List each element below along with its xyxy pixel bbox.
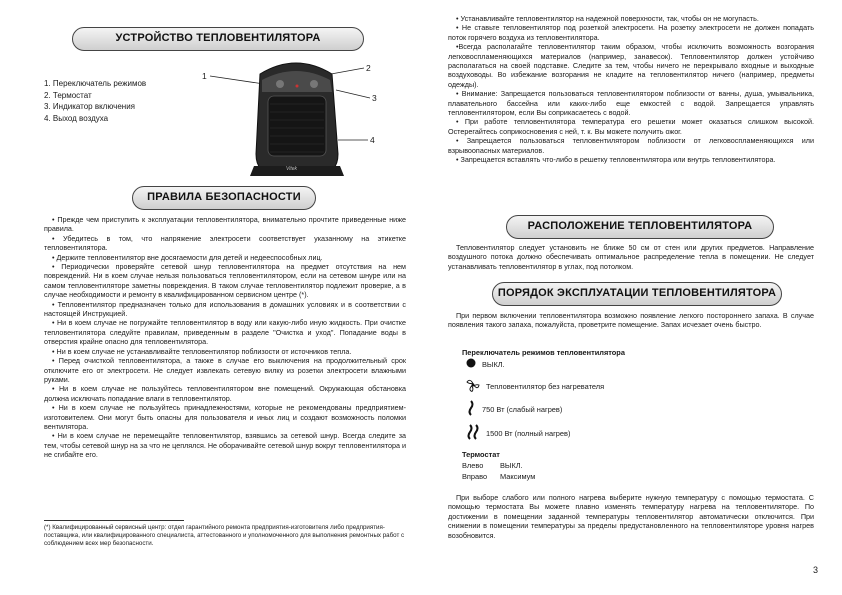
- final-paragraph: При выборе слабого или полного нагрева выберите нужную температуру с помощью термостата. С помощью термостата Вы можете плавно изменять температуру нагрева на тепловентиляторе. По достижении в помещении заданной температуры тепловентилятор автоматически отключится. При снижении в помещении температуры за пределы предустановленного на тепловентиляторе уровня нагрев возобновится.: [448, 493, 814, 540]
- parts-item: 2. Термостат: [44, 90, 92, 100]
- right-paragraph: • Не ставьте тепловентилятор под розеткой электросети. На розетку электросети не должен попадать поток горячего воздуха из тепловентилятора.: [448, 23, 814, 42]
- safety-paragraph: • Периодически проверяйте сетевой шнур тепловентилятора на предмет отсутствия на нем повреждений. Ни в коем случае нельзя пользоваться тепловентилятором, если на сетевом шнуре или на самом тепловентиляторе заметны повреждения. В таком случае тепловентилятор подлежит проверке, а в случае необходимости и ремонту в квалифицированном сервисном центре (*).: [44, 262, 406, 300]
- safety-paragraph: • Ни в коем случае не пользуйтесь тепловентилятором вне помещений. Окружающая обстановка должна исключать попадание влаги в тепловентилятор.: [44, 384, 406, 403]
- right-paragraph: • Устанавливайте тепловентилятор на надежной поверхности, так, чтобы он не могупасть.: [456, 14, 759, 23]
- right-paragraph: • Запрещается вставлять что-либо в решетку тепловентилятора или внутрь тепловентилятора.: [456, 155, 776, 165]
- off-dot-icon: [466, 358, 476, 370]
- safety-text: [44, 215, 406, 460]
- parts-item: 1. Переключатель режимов: [44, 79, 147, 88]
- callout-1: 1: [202, 71, 207, 81]
- footnote-rule: [44, 520, 184, 521]
- single-heat-icon: [466, 400, 476, 418]
- operation-paragraph: При первом включении тепловентилятора возможно появление легкого постороннего запаха. В случае появления такого запаха, пожалуйста, проветрите помещение. Запах исчезает очень быстро.: [448, 311, 814, 330]
- safety-paragraph: • Держите тепловентилятор вне досягаемости для детей и недееспособных лиц.: [52, 252, 323, 262]
- heater-drawing: [198, 54, 398, 184]
- parts-item: 4. Выход воздуха: [44, 113, 109, 123]
- callout-4: 4: [370, 135, 375, 145]
- location-paragraph: Тепловентилятор следует установить не ближе 50 см от стен или других предметов. Направление воздушного потока должно обеспечивать оптимальное распределение тепла в помещении. Не следует устанавливать тепловентилятор в углах, под потолком.: [448, 243, 814, 271]
- page-number: 3: [812, 565, 818, 575]
- banner-safety: ПРАВИЛА БЕЗОПАСНОСТИ: [132, 186, 316, 210]
- double-heat-icon: [466, 424, 480, 442]
- safety-paragraph: • Ни в коем случае не пользуйтесь принадлежностями, которые не рекомендованы предприятием-изготовителем. Они могут быть опасны для пользователя и иных лиц и создают возможность поломки вентилятора.: [44, 403, 406, 431]
- safety-paragraph: • Тепловентилятор предназначен только для использования в домашних условиях и в соответствии с настоящей Инструкцией.: [44, 299, 406, 319]
- safety-paragraph: • Убедитесь в том, что напряжение электросети соответствует указанному на этикетке тепловентилятора.: [44, 233, 406, 253]
- brand-label: Vitek: [286, 166, 298, 172]
- final-text: [448, 493, 814, 540]
- safety-paragraph: • Перед очисткой тепловентилятора, а также в случае его выключения на продолжительный срок отключите его от электросети. Не следует извлекать сетевую вилку из розетки электросети влажными руками.: [44, 356, 406, 384]
- thermostat-heading: Термостат: [462, 450, 500, 459]
- mode-label: 1500 Вт (полный нагрев): [486, 428, 571, 438]
- right-paragraph: • Запрещается пользоваться тепловентилятором поблизости от легковоспламеняющихся или взрывоопасных материалов.: [448, 136, 814, 155]
- location-text: [448, 243, 814, 271]
- fan-icon: [466, 378, 480, 394]
- callout-2: 2: [366, 63, 371, 73]
- operation-text: [448, 311, 814, 330]
- heater-illustration: [198, 54, 398, 184]
- mode-label: Тепловентилятор без нагревателя: [486, 381, 605, 391]
- thermostat-left-dir: Влево: [462, 461, 484, 470]
- banner-operation: ПОРЯДОК ЭКСПЛУАТАЦИИ ТЕПЛОВЕНТИЛЯТОРА: [492, 282, 782, 306]
- right-top-text: [448, 14, 814, 165]
- mode-row-off: [466, 358, 505, 370]
- banner-device: УСТРОЙСТВО ТЕПЛОВЕНТИЛЯТОРА: [72, 27, 364, 51]
- thermostat-right-val: Максимум: [500, 472, 536, 481]
- mode-row-1500: [466, 424, 570, 442]
- thermostat-left-val: ВЫКЛ.: [500, 461, 523, 470]
- footnote: (*) Квалифицированный сервисный центр: отдел гарантийного ремонта предприятия-изготовителя либо предприятия-поставщика, или квалифицированного специалиста, аттестованного и уполномоченного для выполнения ремонтных работ с соблюдением всех мер безопасности.: [44, 524, 405, 547]
- mode-label: 750 Вт (слабый нагрев): [482, 404, 563, 414]
- parts-item: 3. Индикатор включения: [44, 102, 136, 111]
- safety-paragraph: • Ни в коем случае не погружайте тепловентилятор в воду или какую-либо иную жидкость. При очистке тепловентилятора следуйте правилам, приведенным в разделе "Очистка и уход". Попадание воды в отверстия крайне опасно для тепловентилятора.: [44, 318, 406, 347]
- mode-switch-heading: Переключатель режимов тепловентилятора: [462, 348, 625, 357]
- safety-paragraph: • Ни в коем случае не устанавливайте тепловентилятор поблизости от источников тепла.: [52, 346, 352, 356]
- mode-row-fan: [466, 378, 604, 394]
- parts-list: [44, 78, 146, 124]
- right-paragraph: •Всегда располагайте тепловентилятор таким образом, чтобы исключить возможность возгорания легковоспламеняющихся материалов (например, занавесок). Тепловентилятор должен устойчиво располагаться на своей подставке. Следите за тем, чтобы ничего не перекрывало входные и выходные воздуховоды. Во избежание возгорания не кладите на тепловентилятор ничего (например, предметы одежды).: [448, 42, 814, 89]
- banner-location: РАСПОЛОЖЕНИЕ ТЕПЛОВЕНТИЛЯТОРА: [506, 215, 774, 239]
- right-paragraph: • При работе тепловентилятора температура его решетки может оказаться слишком высокой. Остерегайтесь соприкосновения с ней, т. к. Вы можете получить ожог.: [448, 117, 814, 136]
- safety-paragraph: • Ни в коем случае не перемещайте тепловентилятор, взявшись за сетевой шнур. Всегда следите за тем, чтобы сетевой шнур на за что не цеплялся. Не оборачивайте сетевой шнур вокруг тепловентилятора и не сгибайте его.: [44, 431, 406, 460]
- thermostat-right-dir: Вправо: [462, 472, 488, 481]
- mode-row-750: [466, 400, 562, 418]
- safety-paragraph: • Прежде чем приступить к эксплуатации тепловентилятора, внимательно прочтите приведенные ниже правила.: [44, 215, 406, 234]
- mode-label: ВЫКЛ.: [482, 359, 505, 369]
- callout-3: 3: [372, 93, 377, 103]
- right-paragraph: • Внимание: Запрещается пользоваться тепловентилятором поблизости от ванны, душа, умывальника, плавательного бассейна или каких-либо еще емкостей с водой. Запрещается управлять тепловентилятором, если Вы соприкасаетесь с водой.: [448, 89, 814, 118]
